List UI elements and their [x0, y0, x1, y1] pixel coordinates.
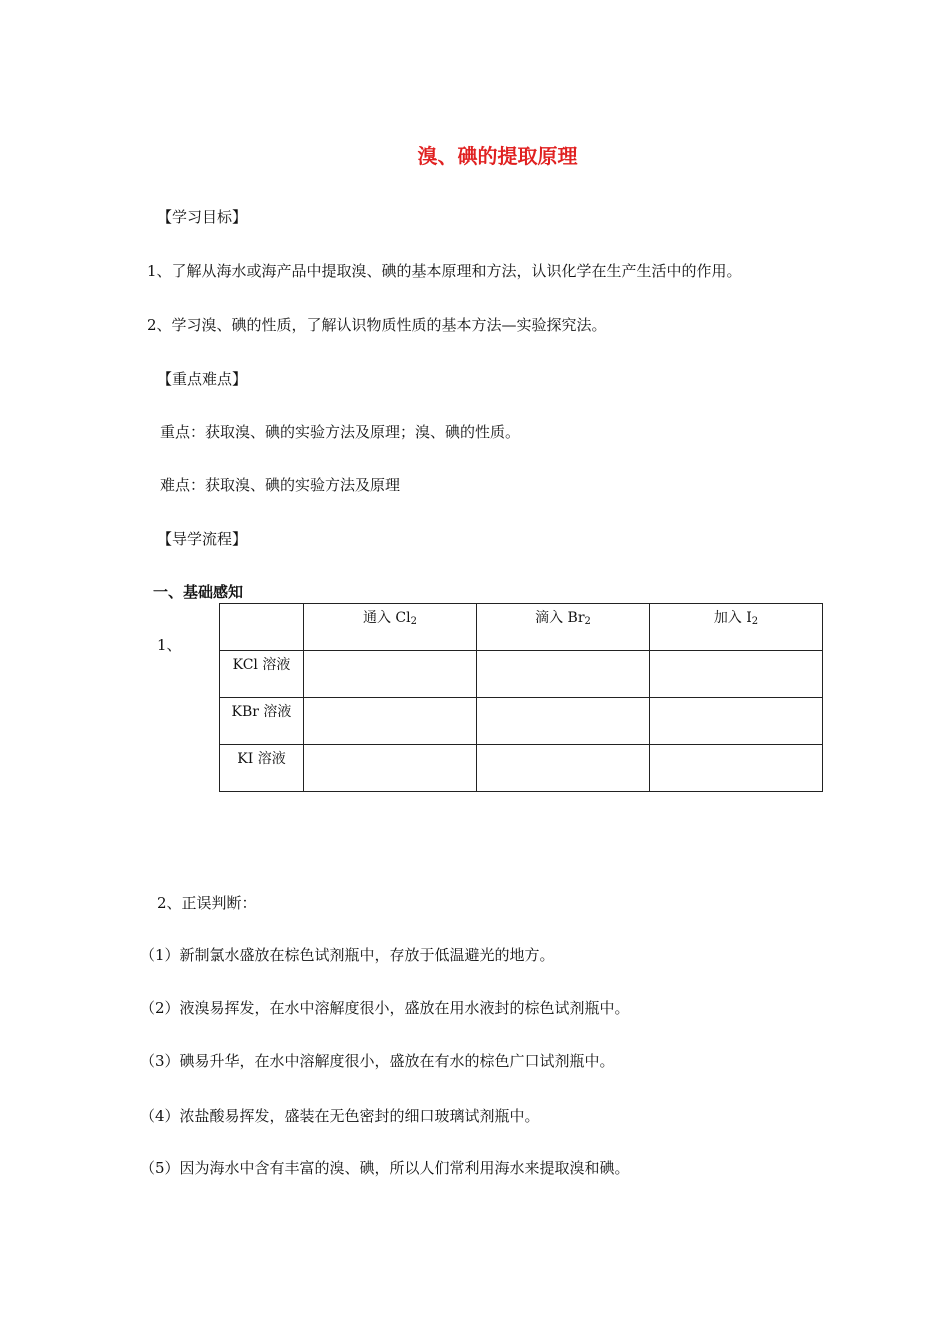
page-title: 溴、碘的提取原理: [417, 144, 578, 168]
row-label-ki: KI 溶液: [220, 745, 304, 792]
row-label-kbr: KBr 溶液: [220, 698, 304, 745]
basic-heading: 一、基础感知: [153, 583, 244, 601]
key-heading: 【重点难点】: [157, 370, 248, 388]
table-row: [220, 745, 823, 792]
judgement-item-1: （1）新制氯水盛放在棕色试剂瓶中，存放于低温避光的地方。: [140, 946, 555, 964]
objective-1: 1、了解从海水或海产品中提取溴、碘的基本原理和方法，认识化学在生产生活中的作用。: [147, 262, 742, 280]
table-cell: [477, 651, 650, 698]
row-label-kcl: KCl 溶液: [220, 651, 304, 698]
table-cell: [304, 745, 477, 792]
difficult-point: 难点：获取溴、碘的实验方法及原理: [160, 476, 401, 494]
objectives-heading: 【学习目标】: [157, 208, 248, 226]
table-cell: [304, 698, 477, 745]
table-header-cell: 滴入 $Br_2$: [477, 604, 650, 651]
table-cell: [650, 698, 823, 745]
key-point: 重点：获取溴、碘的实验方法及原理；溴、碘的性质。: [160, 423, 521, 441]
judgement-item-5: （5）因为海水中含有丰富的溴、碘，所以人们常利用海水来提取溴和碘。: [140, 1159, 630, 1177]
table-cell: [477, 745, 650, 792]
table-cell: [650, 745, 823, 792]
table-header-row: [220, 604, 823, 651]
objective-2: 2、学习溴、碘的性质，了解认识物质性质的基本方法—实验探究法。: [147, 316, 607, 334]
table-corner-cell: [220, 604, 304, 651]
judgement-item-2: （2）液溴易挥发，在水中溶解度很小，盛放在用水液封的棕色试剂瓶中。: [140, 999, 630, 1017]
table-header-cell: 加入 $I_2$: [650, 604, 823, 651]
table-row: [220, 698, 823, 745]
judgement-heading: 2、正误判断：: [157, 894, 257, 912]
guide-heading: 【导学流程】: [157, 530, 248, 548]
judgement-item-4: （4）浓盐酸易挥发，盛装在无色密封的细口玻璃试剂瓶中。: [140, 1107, 540, 1125]
table-cell: [650, 651, 823, 698]
table-cell: [304, 651, 477, 698]
halogen-table: [219, 603, 823, 792]
table-row: [220, 651, 823, 698]
table-header-cell: 通入 $Cl_2$: [304, 604, 477, 651]
judgement-item-3: （3）碘易升华，在水中溶解度很小，盛放在有水的棕色广口试剂瓶中。: [140, 1052, 615, 1070]
table-cell: [477, 698, 650, 745]
item-1-label: 1、: [157, 636, 182, 654]
